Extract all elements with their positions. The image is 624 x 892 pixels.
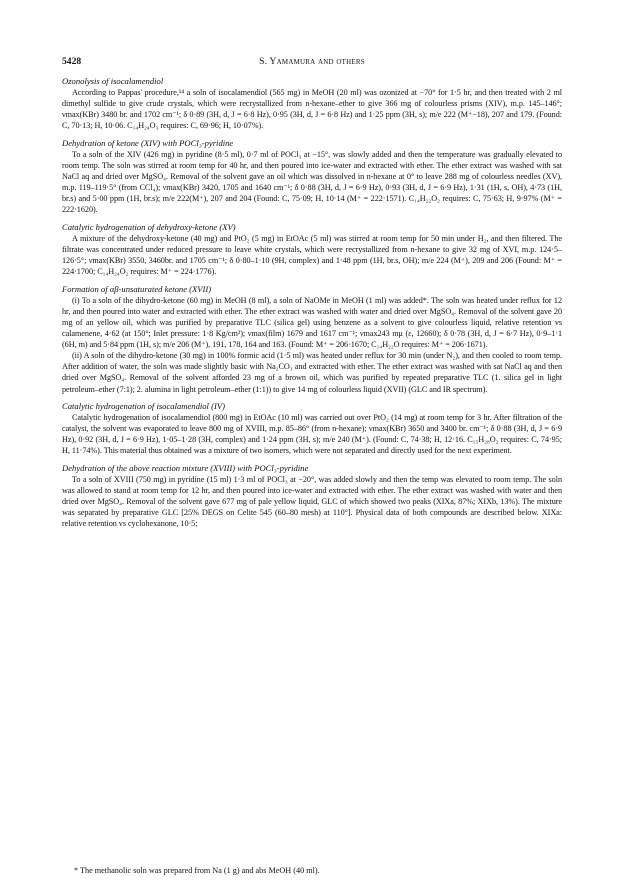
paragraph: To a soln of the XIV (426 mg) in pyridine (8·5 ml), 0·7 ml of POCl₃ at −15°, was slowly added and then the temperature was gradually elevated to room temp. The soln was stirred at room temp for 40 hr, and then poured into ice-water and extracted with ether. The ether extract was washed with sat NaCl aq and dried over MgSO₄. Removal of the solvent gave an oil which was dissolved in n-hexane at 0° to leave 288 mg of colourless needles (XV), m.p. 119–119·5° (from CCl₄); νmax(KBr) 3420, 1705 and 1640 cm⁻¹; δ 0·88 (3H, d, J = 6·9 Hz), 0·93 (3H, d, J = 6·9 Hz), 1·31 (1H, s, OH), 4·73 (1H, br.s) and 5·00 ppm (1H, br.s); m/e 222(M⁺), 207 and 204 (Found: C, 75·09; H, 10·14 (M⁺ = 222·1571). C₁₄H₂₂O₂ requires: C, 75·63; H, 9·97% (M⁺ = 222·1620). — [62, 149, 562, 215]
paragraph: (ii) A soln of the dihydro-ketone (30 mg) in 100% formic acid (1·5 ml) was heated under reflux for 30 min (under N₂), and then cooled to room temp. After addition of water, the soln was made slightly basic with Na₂CO₃ and extracted with ether. The ether extract was washed with sat NaCl aq and then dried over MgSO₄. Removal of the solvent afforded 23 mg of a brown oil, which was purified by repeated preparative TLC (1. silica gel in light petroleum–ether (7:1); 2. alumina in light petroleum–ether (1:1)) to give 14 mg of colourless liquid (XVII) (GLC and IR spectrum). — [62, 351, 562, 394]
section-title: Catalytic hydrogenation of dehydroxy-ketone (XV) — [62, 221, 236, 232]
section-title: Ozonolysis of isocalamendiol — [62, 76, 164, 86]
section-dehydration-xiv — [62, 138, 562, 216]
section-hydrogenation-xv — [62, 222, 562, 277]
paragraph: According to Pappas' procedure,¹⁴ a soln of isocalamendiol (565 mg) in MeOH (20 ml) was ozonized at −70° for 1·5 hr, and then treated with 2 ml dimethyl sulfide to give crude crystals, which were recrystallized from n-hexane–ether to give 366 mg of colourless prisms (XIV), m.p. 145–146°; νmax(KBr) 3480 br. and 1702 cm⁻¹; δ 0·89 (3H, d, J = 6·8 Hz), 0·95 (3H, d, J = 6·8 Hz) and 1·25 ppm (3H, s); m/e 222 (M⁺−18), 207 and 179. (Found: C, 70·13; H, 10·06. C₁₄H₂₄O₃ requires: C, 69·96; H, 10·07%). — [62, 88, 562, 131]
section-title: Dehydration of ketone (XIV) with POCl₃-pyridine — [62, 137, 234, 148]
paragraph: A mixture of the dehydroxy-ketone (40 mg) and PtO₂ (5 mg) in EtOAc (5 ml) was stirred at room temp for 50 min under H₂, and then filtered. The filtrate was concentrated under reduced pressure to leave white crystals, which were recrystallized from n-hexane to give 32 mg of XVI, m.p. 124·5–126·5°; νmax(KBr) 3550, 3460br. and 1705 cm⁻¹; δ 0·80–1·10 (9H, complex) and 1·48 ppm (1H, br.s, OH); m/e 224 (M⁺), 209 and 206 (Found: M⁺ = 224·1700; C₁₄H₂₄O₂ requires: M⁺ = 224·1776). — [62, 233, 562, 277]
section-dehydration-xviii — [62, 463, 562, 529]
page-number: 5428 — [62, 56, 82, 67]
section-hydrogenation-iv — [62, 401, 562, 456]
page-content — [62, 56, 562, 536]
paragraph: (i) To a soln of the dihydro-ketone (60 mg) in MeOH (8 ml), a soln of NaOMe in MeOH (1 ml) was added*. The soln was heated under reflux for 12 hr, and then poured into water and extracted with ether. The ether extract was washed with water and dried over MgSO₄. Removal of the solvent gave 20 mg of an yellow oil, which was purified by preparative TLC (silica gel) using benzene as a solvent to give colourless liquid, relative retention vs calamenene, 4·62 (at 150°; Inlet pressure: 1·8 Kg/cm²); νmax(film) 1679 and 1617 cm⁻¹; νmax243 mμ (ε, 12660); δ 0·78 (3H, d, J = 6·7 Hz), 0·9–1·1 (6H, m) and 5·84 ppm (1H, s); m/e 206 (M⁺), 191, 178, 164 and 163. (Found: M⁺ = 206·1670; C₁₄H₂₂O requires: M⁺ = 206·1671). — [62, 295, 562, 350]
paragraph: Catalytic hydrogenation of isocalamendiol (800 mg) in EtOAc (10 ml) was carried out over PtO₂ (14 mg) at room temp for 3 hr. After filtration of the catalyst, the solvent was evaporated to leave 800 mg of XVIII, m.p. 85–86° (from n-hexane); νmax(KBr) 3650 and 3400 br. cm⁻¹; δ 0·88 (3H, d, J = 6·9 Hz), 0·92 (3H, d, J = 6·9 Hz), 1·05–1·28 (3H, complex) and 1·24 ppm (3H, s); m/e 240 (M⁺). (Found: C, 74·38; H, 12·16. C₁₅H₂₈O₂ requires: C, 74·95; H, 11·74%). This material thus obtained was a mixture of two isomers, which were not separated and directly used for the next experiment. — [62, 413, 562, 456]
section-title: Formation of αβ-unsaturated ketone (XVII) — [62, 283, 212, 294]
section-title: Dehydration of the above reaction mixture (XVIII) with POCl₃-pyridine — [62, 463, 309, 474]
running-header — [62, 56, 562, 67]
paragraph: To a soln of XVIII (750 mg) in pyridine (15 ml) 1·3 ml of POCl₃ at −20°, was added slowly and then the temp was elevated to room temp. The soln was allowed to stand at room temp for 12 hr, and then poured into ice-water and extracted with ether. The ether extract was washed with water and then dried over MgSO₄. Removal of the solvent gave 677 mg of pale yellow liquid, GLC of which showed two peaks (XIXa, 87%; XIXb, 13%). The mixture was separated by preparative GLC [25% DEGS on Celite 545 (60–80 mesh) at 110°]. Physical data of both compounds are described below. XIXa: relative retention vs cyclohexanone, 10·5; — [62, 475, 562, 529]
running-title: S. Yamamura and others — [259, 56, 365, 67]
section-ozonolysis — [62, 76, 562, 131]
section-formation-xvii — [62, 284, 562, 395]
footnote: * The methanolic soln was prepared from Na (1 g) and abs MeOH (40 ml). — [74, 866, 320, 875]
section-title: Catalytic hydrogenation of isocalamendiol (IV) — [62, 401, 225, 412]
